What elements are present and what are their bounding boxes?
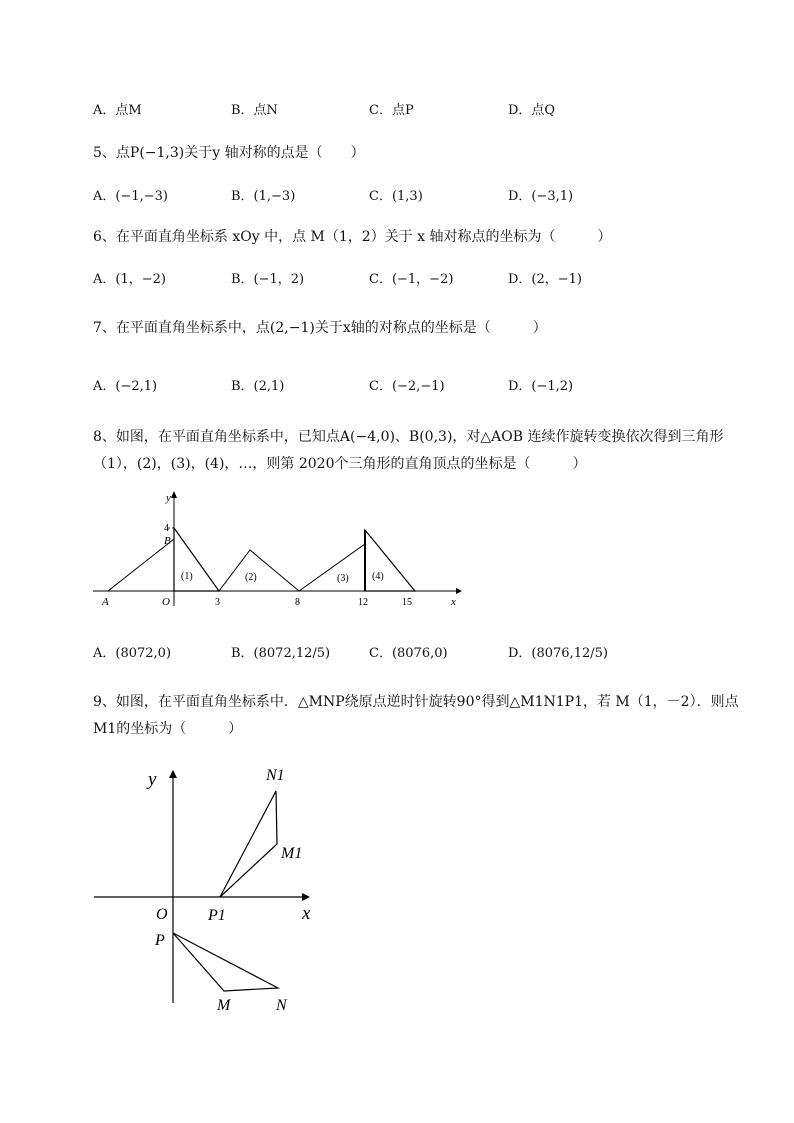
q4-option-b[interactable]: B．点N [231,103,278,118]
q6-option-d[interactable]: D．(2，−1) [508,272,583,287]
q4-option-a[interactable]: A．点M [93,103,142,118]
q9-triangle-original [173,933,278,991]
q6-option-b[interactable]: B．(−1，2) [231,272,305,287]
q8-figure [88,488,468,613]
q8-triangle-2 [219,550,299,591]
q9-label-p1: P1 [208,907,226,924]
q7-option-c[interactable]: C．(−2,−1) [369,379,445,394]
q8-label-o: O [162,596,170,608]
q9-figure [90,760,330,1020]
q9-label-m1: M1 [281,845,303,862]
q7-stem: 7、在平面直角坐标系中，点(2,−1)关于x轴的对称点的坐标是（ ） [93,320,547,336]
q8-stem-line1: 8、如图，在平面直角坐标系中，已知点A(−4,0)、B(0,3)，对△AOB 连续作旋转变换依次得到三角形 [93,429,724,445]
q8-x-arrow [456,588,462,594]
q8-y-label: y [166,492,171,504]
q6-option-a[interactable]: A．(1，−2) [93,272,166,287]
q9-triangle-rotated [220,791,277,897]
q9-y-arrow [169,770,177,778]
q4-option-c[interactable]: C．点P [369,103,414,118]
q8-tri-label-4: (4) [372,571,384,582]
q9-label-m: M [217,997,231,1014]
q8-option-a[interactable]: A．(8072,0) [93,646,172,661]
q8-stem-line2: （1），(2)，(3)，(4)，…，则第 2020个三角形的直角顶点的坐标是（ ） [93,456,587,472]
q9-x-arrow [302,893,310,901]
q9-origin-label: O [156,906,168,923]
q8-tri-label-2: (2) [245,572,257,583]
q8-tick-4: 4 [164,523,169,534]
q5-option-a[interactable]: A．(−1,−3) [93,189,168,204]
q8-option-c[interactable]: C．(8076,0) [369,646,448,661]
q9-y-label: y [148,769,157,790]
q5-stem: 5、点P(−1,3)关于y 轴对称的点是（ ） [93,145,365,161]
q8-x-label: x [451,596,456,608]
q9-label-n1: N1 [266,767,285,784]
q8-tick-15: 15 [402,597,412,608]
q9-stem-line1: 9、如图，在平面直角坐标系中．△MNP绕原点逆时针旋转90°得到△M1N1P1，若 M（1，－2）．则点 [93,694,739,710]
q5-option-d[interactable]: D．(−3,1) [508,189,574,204]
q8-tick-12: 12 [358,597,368,608]
q7-option-a[interactable]: A．(−2,1) [93,379,158,394]
q5-option-b[interactable]: B．(1,−3) [231,189,296,204]
q7-option-d[interactable]: D．(−1,2) [508,379,574,394]
q8-option-b[interactable]: B．(8072,12/5) [231,646,331,661]
q6-option-c[interactable]: C．(−1，−2) [369,272,454,287]
q6-stem: 6、在平面直角坐标系 xOy 中，点 M（1，2）关于 x 轴对称点的坐标为（ ） [93,229,612,245]
q9-label-p: P [155,932,165,949]
q5-option-c[interactable]: C．(1,3) [369,189,423,204]
q9-label-n: N [276,997,287,1014]
q9-stem-line2: M1的坐标为（ ） [93,721,243,737]
q8-option-d[interactable]: D．(8076,12/5) [508,646,608,661]
q8-label-b: B [164,535,171,547]
q8-tick-3: 3 [215,597,220,608]
q8-tick-8: 8 [295,597,300,608]
q7-option-b[interactable]: B．(2,1) [231,379,285,394]
q8-label-a: A [102,596,109,608]
q8-y-arrow [171,491,177,498]
q8-tri-label-3: (3) [337,573,349,584]
q8-triangle-3 [299,544,365,591]
q8-tri-label-1: (1) [181,571,193,582]
q4-option-d[interactable]: D．点Q [508,103,556,118]
q9-x-label: x [302,903,311,924]
